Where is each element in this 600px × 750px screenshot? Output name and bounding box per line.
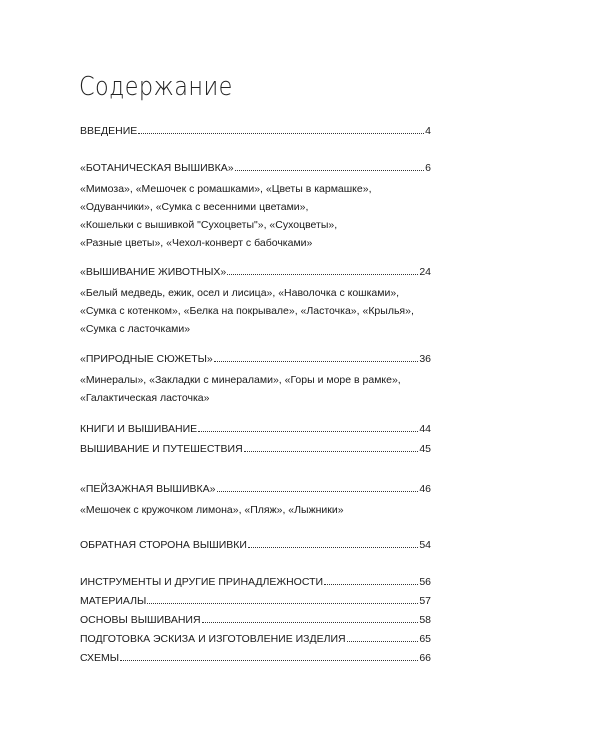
toc-entry-label: ВВЕДЕНИЕ (80, 125, 138, 137)
toc-entry-page: 44 (419, 423, 431, 435)
toc-entry[interactable] (80, 124, 431, 138)
toc-entry[interactable] (80, 594, 431, 608)
toc-entry-label: МАТЕРИАЛЫ (80, 595, 147, 607)
toc-subitem-line: «Мешочек с кружочком лимона», «Пляж», «Лыжники» (80, 504, 344, 516)
toc-entry-page: 4 (425, 125, 431, 137)
toc-entry-label: СХЕМЫ (80, 652, 120, 664)
toc-entry[interactable] (80, 482, 431, 496)
toc-entry[interactable] (80, 575, 431, 589)
dot-leader (214, 361, 419, 362)
toc-subitems (80, 501, 420, 519)
toc-entry-label: ОСНОВЫ ВЫШИВАНИЯ (80, 614, 201, 626)
toc-section-nature (80, 352, 431, 407)
dot-leader (244, 451, 419, 452)
toc-entry-page: 24 (419, 266, 431, 278)
toc-entry-page: 56 (419, 576, 431, 588)
dot-leader (227, 274, 418, 275)
toc-section-intro (80, 124, 431, 138)
toc-subitem-line: «Кошельки с вышивкой "Сухоцветы"», «Сухоцветы», (80, 219, 338, 231)
toc-entry-page: 46 (419, 483, 431, 495)
toc-subitems (80, 284, 420, 338)
dot-leader (202, 622, 419, 623)
toc-entry-label: ИНСТРУМЕНТЫ И ДРУГИЕ ПРИНАДЛЕЖНОСТИ (80, 576, 324, 588)
toc-entry-page: 58 (419, 614, 431, 626)
dot-leader (248, 547, 418, 548)
toc-subitem-line: «Галактическая ласточка» (80, 392, 210, 404)
dot-leader (324, 584, 418, 585)
toc-entry-page: 6 (425, 162, 431, 174)
dot-leader (347, 641, 419, 642)
toc-section-botanical (80, 161, 431, 252)
toc-entry[interactable] (80, 422, 431, 436)
toc-entry[interactable] (80, 651, 431, 665)
toc-entry-label: КНИГИ И ВЫШИВАНИЕ (80, 423, 198, 435)
toc-section-animals (80, 265, 431, 338)
toc-entry[interactable] (80, 161, 431, 175)
toc-subitems (80, 371, 420, 407)
toc-entry-label: ПОДГОТОВКА ЭСКИЗА И ИЗГОТОВЛЕНИЕ ИЗДЕЛИЯ (80, 633, 346, 645)
toc-section-reference (80, 575, 431, 665)
toc-entry-label: «ПЕЙЗАЖНАЯ ВЫШИВКА» (80, 483, 216, 495)
toc-subitem-line: «Одуванчики», «Сумка с весенними цветами», (80, 201, 309, 213)
toc-entry-page: 65 (419, 633, 431, 645)
dot-leader (138, 133, 424, 134)
toc-entry-page: 54 (419, 539, 431, 551)
toc-entry-label: «БОТАНИЧЕСКАЯ ВЫШИВКА» (80, 162, 234, 174)
toc-section-landscape (80, 482, 431, 519)
dot-leader (217, 491, 419, 492)
toc-entry-page: 36 (419, 353, 431, 365)
toc-subitem-line: «Разные цветы», «Чехол-конверт с бабочками» (80, 237, 313, 249)
toc-entry-label: ВЫШИВАНИЕ И ПУТЕШЕСТВИЯ (80, 443, 243, 455)
toc-entry[interactable] (80, 538, 431, 552)
dot-leader (120, 660, 418, 661)
toc-entry[interactable] (80, 265, 431, 279)
toc-subitem-line: «Сумка с котенком», «Белка на покрывале», «Ласточка», «Крылья», (80, 305, 414, 317)
toc-entry[interactable] (80, 352, 431, 366)
page-title: Содержание (79, 72, 233, 102)
toc-subitem-line: «Мимоза», «Мешочек с ромашками», «Цветы в кармашке», (80, 183, 372, 195)
toc-entry-page: 66 (419, 652, 431, 664)
toc-subitem-line: «Сумка с ласточками» (80, 323, 191, 335)
toc-section-books-travel (80, 422, 431, 456)
toc-entry-label: «ВЫШИВАНИЕ ЖИВОТНЫХ» (80, 266, 227, 278)
toc-subitems (80, 180, 420, 252)
toc-entry-label: ОБРАТНАЯ СТОРОНА ВЫШИВКИ (80, 539, 247, 551)
toc-entry-page: 45 (419, 443, 431, 455)
dot-leader (147, 603, 418, 604)
dot-leader (235, 170, 425, 171)
toc-entry-page: 57 (419, 595, 431, 607)
toc-entry[interactable] (80, 613, 431, 627)
toc-subitem-line: «Белый медведь, ежик, осел и лисица», «Наволочка с кошками», (80, 287, 400, 299)
toc-entry-label: «ПРИРОДНЫЕ СЮЖЕТЫ» (80, 353, 213, 365)
dot-leader (198, 431, 418, 432)
toc-subitem-line: «Минералы», «Закладки с минералами», «Горы и море в рамке», (80, 374, 401, 386)
toc-section-reverse (80, 538, 431, 552)
toc-entry[interactable] (80, 442, 431, 456)
toc-entry[interactable] (80, 632, 431, 646)
